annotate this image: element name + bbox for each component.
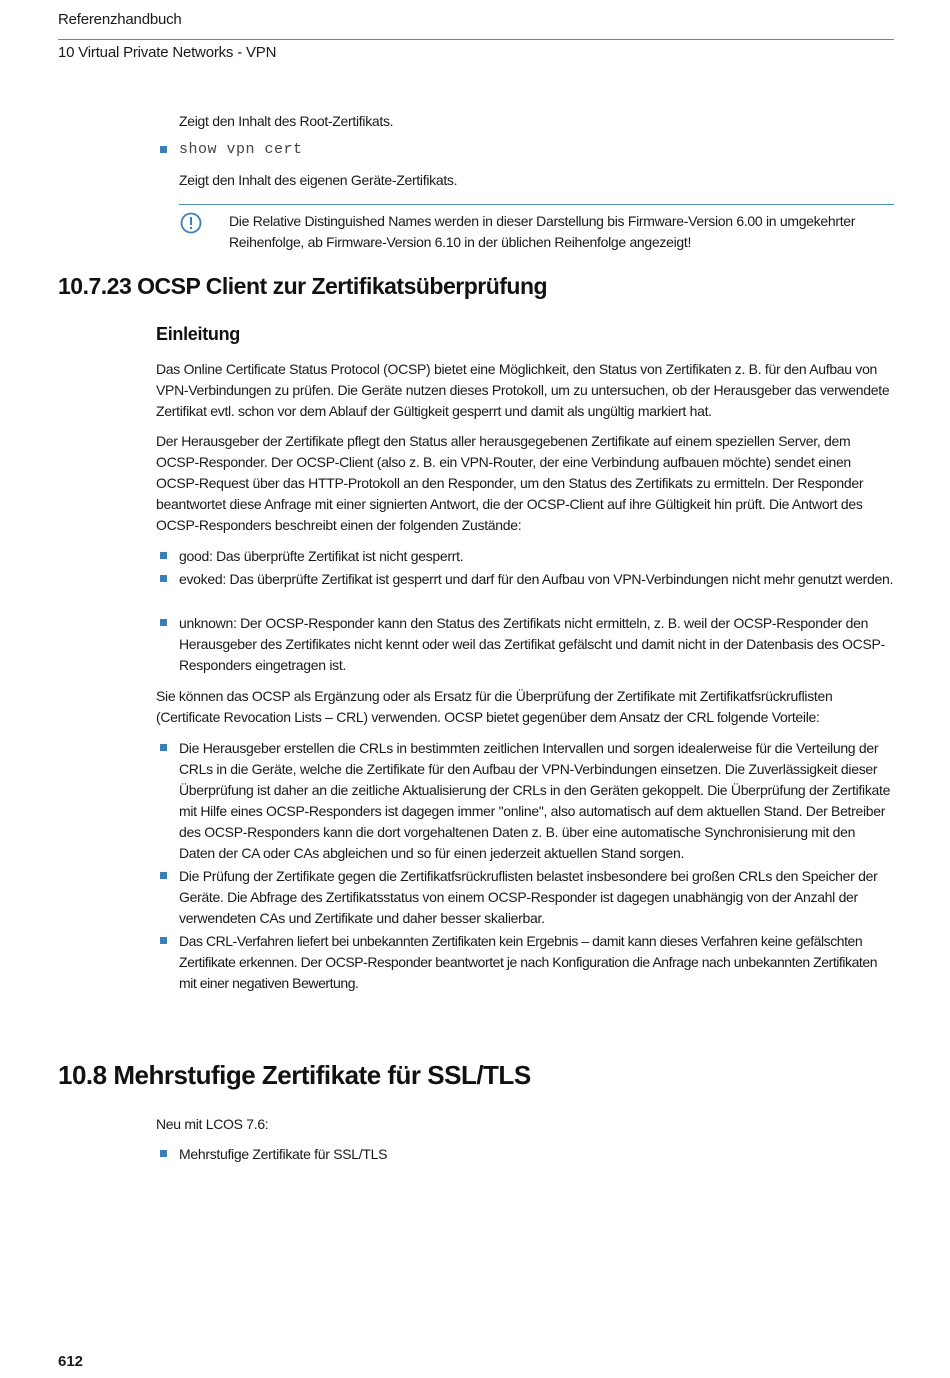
paragraph: Das Online Certificate Status Protocol (OCSP) bietet eine Möglichkeit, den Status von Zertifikaten z. B. für den Aufbau von VPN-Verbindungen zu prüfen. Die Geräte nutzen dieses Protokoll, um zu untersuchen, ob der Herausgeber das verwendete Zertifikat evtl. schon vor dem Ablauf der Gültigkeit gesperrt und damit als ungültig markiert hat. <box>156 361 890 419</box>
bullet-marker <box>160 575 167 582</box>
header-title: Referenzhandbuch <box>58 11 182 28</box>
bullet-marker <box>160 552 167 559</box>
device-cert-description: Zeigt den Inhalt des eigenen Geräte-Zertifikats. <box>179 172 458 188</box>
list-item: Die Prüfung der Zertifikate gegen die Zertifikatfsrückruflisten belastet insbesondere bei großen CRLs den Speicher der Geräte. Die Abfrage des Zertifikatsstatus von einem OCSP-Responder ist dagegen unabhängig von der Anzahl der verwendeten CAs und Zertifikate und daher besser skalierbar. <box>179 868 878 926</box>
info-exclamation-icon <box>180 212 202 234</box>
section-heading-ocsp: 10.7.23 OCSP Client zur Zertifikatsüberprüfung <box>58 273 548 299</box>
section-heading-ssl: 10.8 Mehrstufige Zertifikate für SSL/TLS <box>58 1060 531 1090</box>
bullet-marker <box>160 744 167 751</box>
subheading-einleitung: Einleitung <box>156 324 240 344</box>
command-text: show vpn cert <box>179 141 303 158</box>
paragraph: Der Herausgeber der Zertifikate pflegt den Status aller herausgegebenen Zertifikate auf einem speziellen Server, dem OCSP-Responder. Der OCSP-Client (also z. B. ein VPN-Router, der eine Verbindung aufbauen möchte) sendet einen OCSP-Request über das HTTP-Protokoll an den Responder, um den Status des Zertifikats zu ermitteln. Der Responder beantwortet diese Anfrage mit einer signierten Antwort, die der OCSP-Client auf ihre Gültigkeit hin prüft. Die Antwort des OCSP-Responders beschreibt einen der folgenden Zustände: <box>156 433 864 533</box>
bullet-marker <box>160 872 167 879</box>
header-chapter: 10 Virtual Private Networks - VPN <box>58 44 277 61</box>
list-item: good: Das überprüfte Zertifikat ist nicht gesperrt. <box>179 548 464 564</box>
note-text: Die Relative Distinguished Names werden in dieser Darstellung bis Firmware-Version 6.00 in umgekehrter Reihenfolge, ab Firmware-Version 6.10 in der üblichen Reihenfolge angezeigt! <box>229 213 856 250</box>
list-item: Die Herausgeber erstellen die CRLs in bestimmten zeitlichen Intervallen und sorgen idealerweise für die Verteilung der CRLs in die Geräte, welche die Zertifikate für den Aufbau der VPN-Verbindungen einsetzen. Die Zuverlässigkeit dieser Überprüfung ist daher an die zeitliche Aktualisierung der CRLs in den Geräten gekoppelt. Die Überprüfung der Zertifikate mit Hilfe eines OCSP-Responders ist dagegen immer "online", also automatisch auf dem aktuellen Stand. Der Betreiber des OCSP-Responders kann die dort vorgehaltenen Daten z. B. über eine automatische Synchronisierung mit den Daten der CA oder CAs abgleichen und so für einen jederzeit aktuellen Stand sorgen. <box>179 740 891 861</box>
bullet-marker <box>160 1150 167 1157</box>
root-cert-description: Zeigt den Inhalt des Root-Zertifikats. <box>179 113 394 129</box>
bullet-marker <box>160 619 167 626</box>
list-item: evoked: Das überprüfte Zertifikat ist gesperrt und darf für den Aufbau von VPN-Verbindungen nicht mehr genutzt werden. <box>179 571 894 587</box>
bullet-marker <box>160 937 167 944</box>
note-divider <box>179 204 894 205</box>
list-item: Das CRL-Verfahren liefert bei unbekannten Zertifikaten kein Ergebnis – damit kann dieses Verfahren keine gefälschten Zertifikate erkennen. Der OCSP-Responder beantwortet je nach Konfiguration die Anfrage nach unbekannten Zertifikaten mit einer negativen Bewertung. <box>179 933 878 991</box>
list-item: Mehrstufige Zertifikate für SSL/TLS <box>179 1146 388 1162</box>
paragraph: Sie können das OCSP als Ergänzung oder als Ersatz für die Überprüfung der Zertifikate mit Zertifikatfsrückruflisten (Certificate Revocation Lists – CRL) verwenden. OCSP bietet gegenüber dem Ansatz der CRL folgende Vorteile: <box>156 688 833 725</box>
list-item: unknown: Der OCSP-Responder kann den Status des Zertifikats nicht ermitteln, z. B. weil der OCSP-Responder den Herausgeber des Zertifikates nicht kennt oder weil das Zertifikat gefälscht und damit nicht in der Datenbasis des OCSP-Responders eingetragen ist. <box>179 615 885 673</box>
paragraph: Neu mit LCOS 7.6: <box>156 1116 269 1132</box>
header-divider <box>58 39 894 40</box>
bullet-marker <box>160 146 167 153</box>
page-number: 612 <box>58 1353 84 1370</box>
